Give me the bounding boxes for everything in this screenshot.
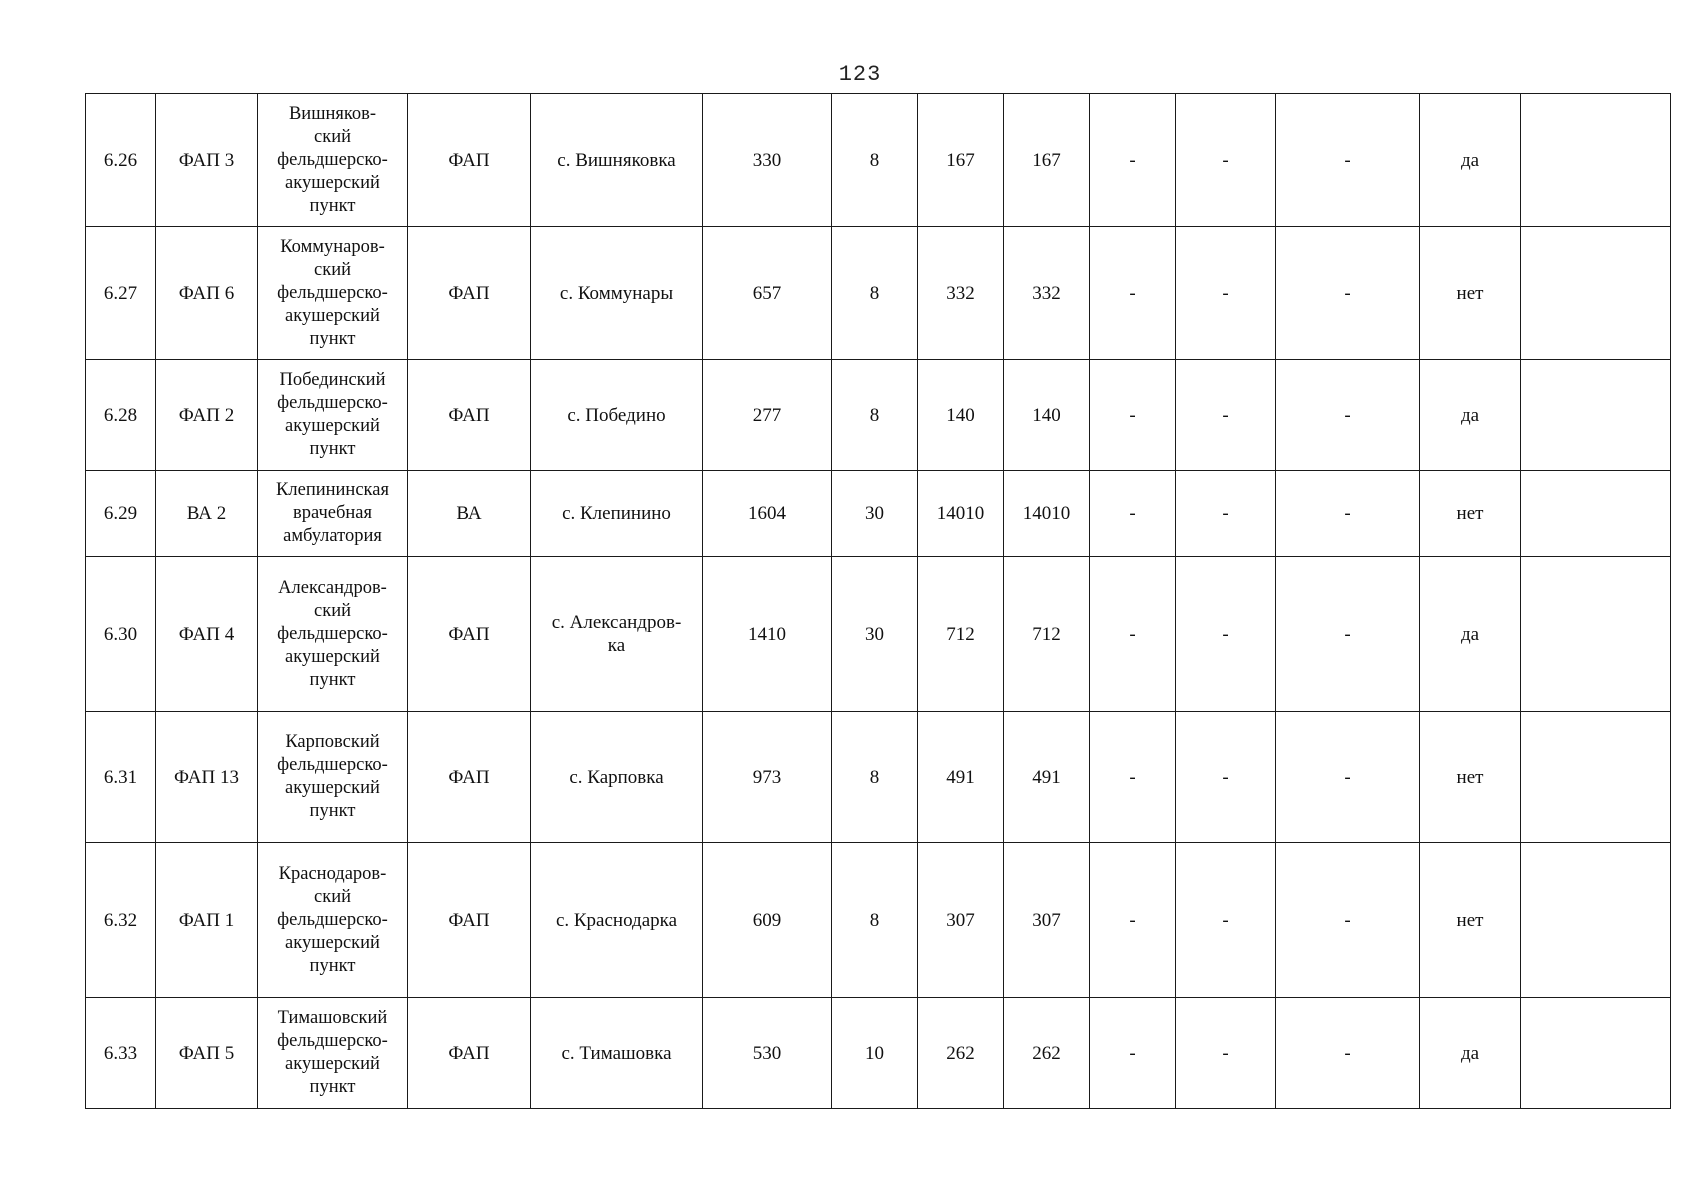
dash-cell-2: -: [1176, 360, 1276, 471]
cell-text-line: фельдшерско-: [277, 755, 388, 775]
cell-text-line: пункт: [309, 801, 356, 821]
note-cell: [1521, 712, 1671, 843]
cell-text-line: пункт: [309, 439, 356, 459]
locality-cell: [531, 843, 703, 998]
value-cell-4: 262: [1004, 998, 1090, 1109]
cell-text-line: Карповский: [285, 732, 380, 752]
value-cell-4: 307: [1004, 843, 1090, 998]
facility-code-cell: ФАП 1: [156, 843, 258, 998]
cell-text-line: Краснодаров-: [278, 863, 387, 884]
cell-text-line: фельдшерско-: [277, 909, 388, 930]
facility-type-cell: ФАП: [408, 360, 531, 471]
cell-text-line: фельдшерско-: [277, 393, 388, 413]
cell-text-line: Александров-: [278, 577, 387, 598]
facility-code-cell: ФАП 6: [156, 227, 258, 360]
value-cell-4: 332: [1004, 227, 1090, 360]
dash-cell-3: -: [1276, 94, 1420, 227]
table-row: [86, 998, 1671, 1109]
yes-no-cell: да: [1420, 360, 1521, 471]
value-cell-3: 307: [918, 843, 1004, 998]
value-cell-1: 530: [703, 998, 832, 1109]
cell-text-line: пункт: [309, 955, 356, 976]
note-cell: [1521, 227, 1671, 360]
cell-text-line: акушерский: [285, 646, 380, 667]
dash-cell-3: -: [1276, 998, 1420, 1109]
locality-cell: [531, 471, 703, 557]
table-body: [86, 94, 1671, 1109]
dash-cell-3: -: [1276, 843, 1420, 998]
value-cell-4: 491: [1004, 712, 1090, 843]
cell-text-line: фельдшерско-: [277, 282, 388, 303]
dash-cell-3: -: [1276, 471, 1420, 557]
cell-text-line: пункт: [309, 1077, 356, 1097]
page-number: 123: [838, 62, 882, 87]
note-cell: [1521, 557, 1671, 712]
row-number-cell: 6.30: [86, 557, 156, 712]
cell-text-line: с. Карповка: [569, 766, 664, 788]
facility-type-cell: ФАП: [408, 712, 531, 843]
table-row: [86, 227, 1671, 360]
value-cell-3: 262: [918, 998, 1004, 1109]
facility-name-cell: [258, 360, 408, 471]
facility-type-cell: ВА: [408, 471, 531, 557]
cell-text-line: амбулатория: [283, 526, 382, 546]
dash-cell-1: -: [1090, 998, 1176, 1109]
value-cell-1: 1604: [703, 471, 832, 557]
value-cell-1: 609: [703, 843, 832, 998]
value-cell-2: 8: [832, 712, 918, 843]
table-row: [86, 557, 1671, 712]
value-cell-2: 10: [832, 998, 918, 1109]
value-cell-2: 8: [832, 94, 918, 227]
cell-text-line: с. Краснодарка: [555, 909, 678, 931]
dash-cell-1: -: [1090, 712, 1176, 843]
value-cell-2: 8: [832, 843, 918, 998]
note-cell: [1521, 998, 1671, 1109]
facilities-table: [85, 93, 1671, 1109]
value-cell-3: 167: [918, 94, 1004, 227]
value-cell-4: 14010: [1004, 471, 1090, 557]
dash-cell-3: -: [1276, 360, 1420, 471]
value-cell-3: 491: [918, 712, 1004, 843]
facility-name-cell: [258, 998, 408, 1109]
dash-cell-3: -: [1276, 227, 1420, 360]
yes-no-cell: да: [1420, 998, 1521, 1109]
row-number-cell: 6.33: [86, 998, 156, 1109]
table-row: [86, 471, 1671, 557]
facility-name-cell: [258, 843, 408, 998]
cell-text-line: Коммунаров-: [280, 236, 385, 257]
yes-no-cell: нет: [1420, 471, 1521, 557]
yes-no-cell: нет: [1420, 843, 1521, 998]
facility-code-cell: ВА 2: [156, 471, 258, 557]
value-cell-4: 712: [1004, 557, 1090, 712]
value-cell-2: 30: [832, 557, 918, 712]
value-cell-2: 30: [832, 471, 918, 557]
dash-cell-2: -: [1176, 998, 1276, 1109]
locality-cell: [531, 998, 703, 1109]
dash-cell-2: -: [1176, 94, 1276, 227]
value-cell-3: 14010: [918, 471, 1004, 557]
yes-no-cell: да: [1420, 557, 1521, 712]
cell-text-line: с. Тимашовка: [561, 1042, 672, 1064]
table-row: [86, 360, 1671, 471]
yes-no-cell: да: [1420, 94, 1521, 227]
cell-text-line: ка: [607, 635, 626, 656]
facility-name-cell: [258, 471, 408, 557]
cell-text-line: с. Клепинино: [562, 503, 671, 524]
facility-code-cell: ФАП 4: [156, 557, 258, 712]
facility-name-cell: [258, 712, 408, 843]
facility-code-cell: ФАП 2: [156, 360, 258, 471]
value-cell-1: 330: [703, 94, 832, 227]
cell-text-line: пункт: [309, 328, 356, 349]
facility-type-cell: ФАП: [408, 557, 531, 712]
value-cell-4: 167: [1004, 94, 1090, 227]
value-cell-3: 712: [918, 557, 1004, 712]
value-cell-4: 140: [1004, 360, 1090, 471]
cell-text-line: акушерский: [285, 172, 380, 193]
locality-cell: [531, 712, 703, 843]
row-number-cell: 6.27: [86, 227, 156, 360]
value-cell-1: 1410: [703, 557, 832, 712]
cell-text-line: с. Коммунары: [559, 282, 674, 304]
facility-type-cell: ФАП: [408, 94, 531, 227]
yes-no-cell: нет: [1420, 712, 1521, 843]
cell-text-line: врачебная: [292, 503, 372, 523]
dash-cell-2: -: [1176, 557, 1276, 712]
locality-cell: [531, 94, 703, 227]
facility-name-cell: [258, 227, 408, 360]
dash-cell-1: -: [1090, 843, 1176, 998]
locality-cell: [531, 227, 703, 360]
cell-text-line: акушерский: [285, 1054, 380, 1074]
cell-text-line: акушерский: [285, 305, 380, 326]
note-cell: [1521, 94, 1671, 227]
row-number-cell: 6.29: [86, 471, 156, 557]
cell-text-line: акушерский: [285, 416, 380, 436]
locality-cell: [531, 360, 703, 471]
dash-cell-2: -: [1176, 471, 1276, 557]
row-number-cell: 6.28: [86, 360, 156, 471]
value-cell-1: 657: [703, 227, 832, 360]
cell-text-line: Тимашовский: [277, 1008, 388, 1028]
note-cell: [1521, 471, 1671, 557]
row-number-cell: 6.26: [86, 94, 156, 227]
cell-text-line: пункт: [309, 195, 356, 216]
dash-cell-1: -: [1090, 557, 1176, 712]
cell-text-line: акушерский: [285, 778, 380, 798]
facility-type-cell: ФАП: [408, 227, 531, 360]
cell-text-line: фельдшерско-: [277, 623, 388, 644]
cell-text-line: фельдшерско-: [277, 1031, 388, 1051]
dash-cell-1: -: [1090, 94, 1176, 227]
dash-cell-1: -: [1090, 360, 1176, 471]
dash-cell-1: -: [1090, 471, 1176, 557]
cell-text-line: ский: [314, 126, 351, 147]
cell-text-line: с. Александров-: [551, 612, 682, 633]
locality-cell: [531, 557, 703, 712]
cell-text-line: ский: [314, 886, 351, 907]
cell-text-line: Побединский: [279, 370, 386, 390]
row-number-cell: 6.31: [86, 712, 156, 843]
value-cell-3: 332: [918, 227, 1004, 360]
dash-cell-1: -: [1090, 227, 1176, 360]
facility-name-cell: [258, 94, 408, 227]
facility-code-cell: ФАП 5: [156, 998, 258, 1109]
cell-text-line: Клепининская: [276, 480, 389, 500]
cell-text-line: пункт: [309, 669, 356, 690]
cell-text-line: Вишняков-: [288, 103, 377, 124]
dash-cell-2: -: [1176, 843, 1276, 998]
yes-no-cell: нет: [1420, 227, 1521, 360]
dash-cell-3: -: [1276, 712, 1420, 843]
facility-type-cell: ФАП: [408, 843, 531, 998]
row-number-cell: 6.32: [86, 843, 156, 998]
cell-text-line: с. Победино: [567, 404, 666, 426]
table-row: [86, 712, 1671, 843]
cell-text-line: ский: [314, 259, 351, 280]
value-cell-3: 140: [918, 360, 1004, 471]
dash-cell-2: -: [1176, 227, 1276, 360]
facility-code-cell: ФАП 13: [156, 712, 258, 843]
value-cell-1: 973: [703, 712, 832, 843]
cell-text-line: фельдшерско-: [277, 149, 388, 170]
facility-code-cell: ФАП 3: [156, 94, 258, 227]
value-cell-2: 8: [832, 360, 918, 471]
cell-text-line: с. Вишняковка: [557, 149, 676, 171]
cell-text-line: акушерский: [285, 932, 380, 953]
dash-cell-2: -: [1176, 712, 1276, 843]
note-cell: [1521, 360, 1671, 471]
table-row: [86, 843, 1671, 998]
value-cell-2: 8: [832, 227, 918, 360]
facility-type-cell: ФАП: [408, 998, 531, 1109]
value-cell-1: 277: [703, 360, 832, 471]
cell-text-line: ский: [314, 600, 351, 621]
dash-cell-3: -: [1276, 557, 1420, 712]
note-cell: [1521, 843, 1671, 998]
facility-name-cell: [258, 557, 408, 712]
table-row: [86, 94, 1671, 227]
